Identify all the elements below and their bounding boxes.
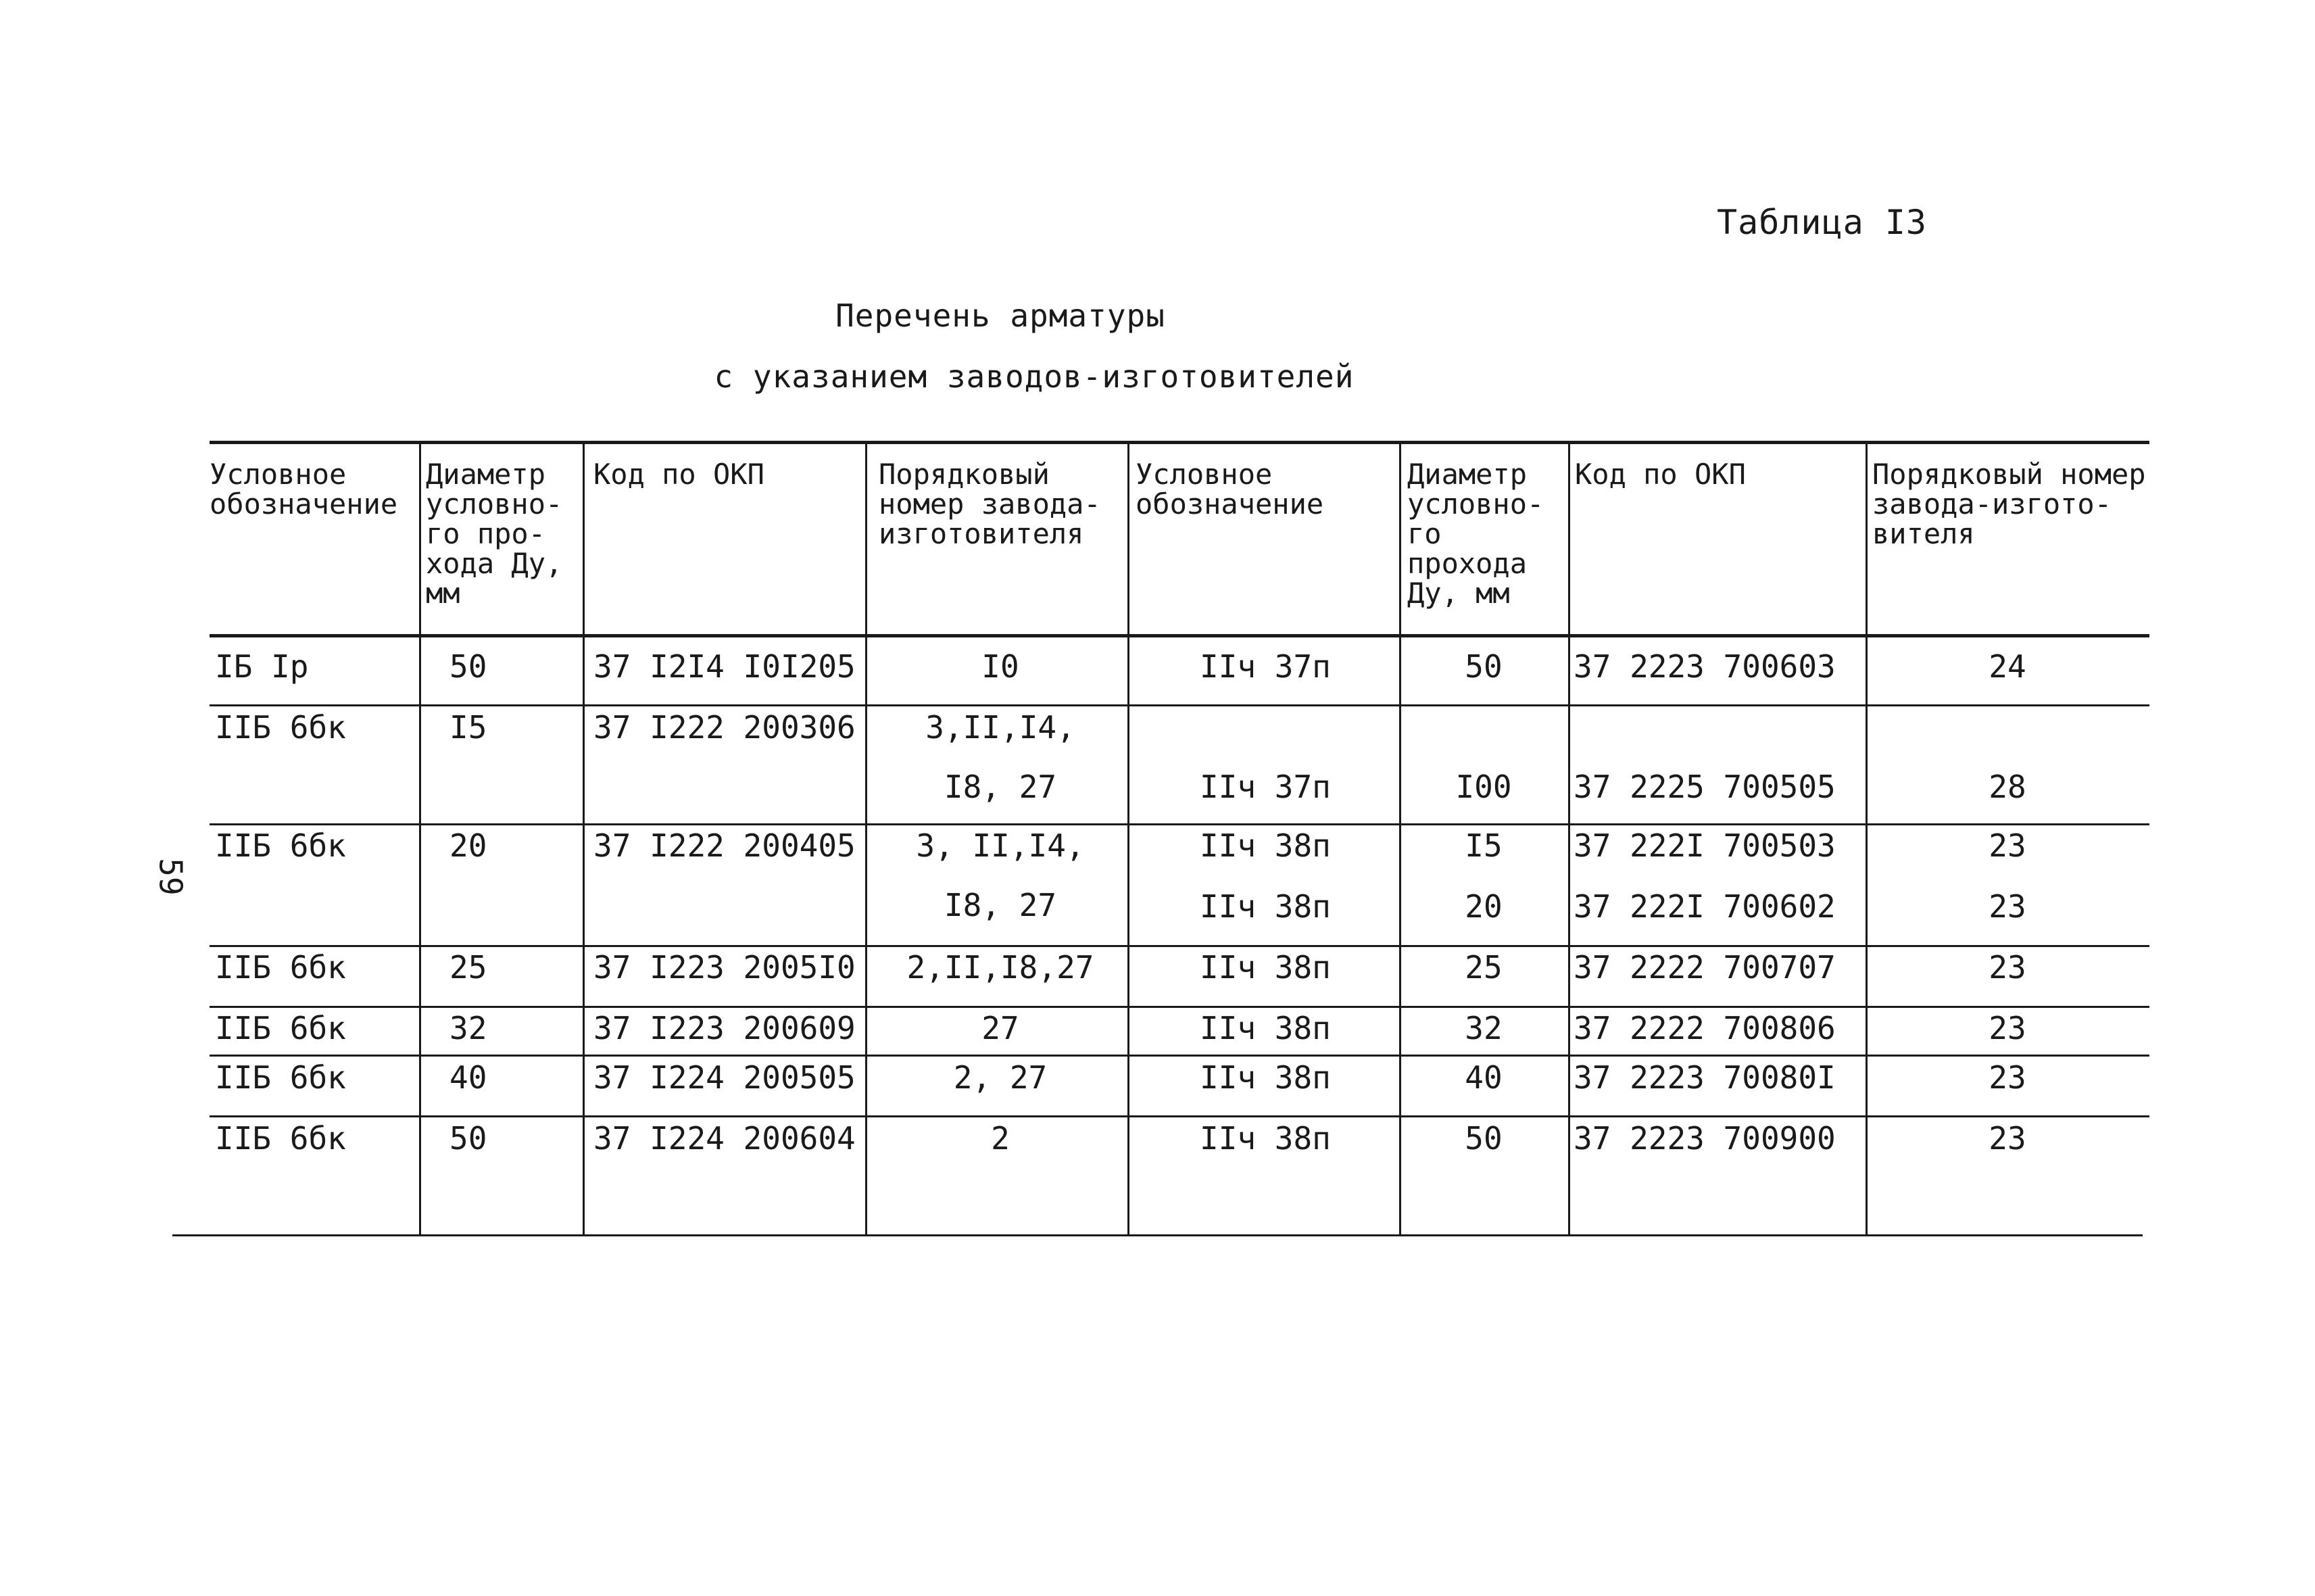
header-bottom-rule: [210, 634, 2149, 637]
table-bottom-rule: [172, 1234, 2143, 1236]
okp-code-cell: 37 2225 700505: [1574, 769, 1836, 805]
okp-code-cell: 37 I222 200405: [593, 827, 856, 864]
okp-code-cell: 37 222I 700503: [1574, 827, 1836, 864]
okp-code-cell: 37 2222 700707: [1574, 949, 1836, 986]
column-header: Условное обозначение: [210, 458, 398, 521]
diameter-cell: 40: [449, 1059, 487, 1096]
column-header: Порядковый номер завода-изгото-вителя: [1872, 458, 2146, 550]
row-rule: [210, 704, 2149, 706]
designation-cell: IIБ 6бк: [215, 949, 346, 986]
designation-cell: IIБ 6бк: [215, 709, 346, 746]
diameter-cell: 32: [449, 1010, 487, 1046]
factory-number-cell: 2, 27: [953, 1059, 1048, 1096]
diameter-cell: 25: [1465, 949, 1503, 986]
row-rule: [210, 1006, 2149, 1008]
designation-cell: IIч 38п: [1200, 1059, 1331, 1096]
diameter-cell: 50: [449, 648, 487, 685]
okp-code-cell: 37 I222 200306: [593, 709, 856, 746]
designation-cell: IIч 38п: [1200, 949, 1331, 986]
factory-number-cell: I8, 27: [944, 887, 1057, 923]
column-header: Диаметр условно-го прохода Ду, мм: [1407, 458, 1544, 610]
okp-code-cell: 37 2223 700900: [1574, 1120, 1836, 1157]
factory-number-cell: 23: [1989, 888, 2026, 925]
row-rule: [210, 1055, 2149, 1057]
designation-cell: IIБ 6бк: [215, 1010, 346, 1046]
designation-cell: IIч 38п: [1200, 888, 1331, 925]
okp-code-cell: 37 2223 70080I: [1574, 1059, 1836, 1096]
diameter-cell: I5: [1465, 827, 1503, 864]
factory-number-cell: 23: [1989, 1059, 2026, 1096]
factory-number-cell: I0: [981, 648, 1019, 685]
page-number: 59: [152, 858, 189, 896]
designation-cell: IIч 37п: [1200, 648, 1331, 685]
diameter-cell: I5: [449, 709, 487, 746]
factory-number-cell: 23: [1989, 1120, 2026, 1157]
factory-number-cell: 23: [1989, 1010, 2026, 1046]
okp-code-cell: 37 2223 700603: [1574, 648, 1836, 685]
column-header: Код по ОКП: [593, 458, 764, 491]
diameter-cell: 20: [449, 827, 487, 864]
table-top-rule: [210, 441, 2149, 444]
diameter-cell: 25: [449, 949, 487, 986]
designation-cell: IБ Iр: [215, 648, 309, 685]
row-rule: [210, 945, 2149, 947]
factory-number-cell: 23: [1989, 949, 2026, 986]
diameter-cell: 40: [1465, 1059, 1503, 1096]
column-header: Условное обозначение: [1136, 458, 1324, 521]
caption-subtitle: с указанием заводов-изготовителей: [714, 358, 1355, 395]
diameter-cell: 50: [1465, 648, 1503, 685]
designation-cell: IIч 38п: [1200, 1120, 1331, 1157]
column-header: Порядковый номер завода-изготовителя: [879, 458, 1101, 550]
okp-code-cell: 37 I224 200604: [593, 1120, 856, 1157]
factory-number-cell: 2: [991, 1120, 1010, 1157]
factory-number-cell: 3,II,I4,: [925, 709, 1075, 746]
diameter-cell: 32: [1465, 1010, 1503, 1046]
column-header: Диаметр условно-го про-хода Ду, мм: [426, 458, 563, 610]
okp-code-cell: 37 I2I4 I0I205: [593, 648, 856, 685]
factory-number-cell: I8, 27: [944, 769, 1057, 805]
okp-code-cell: 37 I224 200505: [593, 1059, 856, 1096]
okp-code-cell: 37 I223 200609: [593, 1010, 856, 1046]
factory-number-cell: 27: [981, 1010, 1019, 1046]
factory-number-cell: 3, II,I4,: [916, 827, 1085, 864]
caption-title: Перечень арматуры: [835, 297, 1165, 334]
factory-number-cell: 28: [1989, 769, 2026, 805]
okp-code-cell: 37 222I 700602: [1574, 888, 1836, 925]
designation-cell: IIч 38п: [1200, 1010, 1331, 1046]
diameter-cell: 50: [449, 1120, 487, 1157]
designation-cell: IIч 38п: [1200, 827, 1331, 864]
designation-cell: IIБ 6бк: [215, 827, 346, 864]
designation-cell: IIБ 6бк: [215, 1120, 346, 1157]
diameter-cell: I00: [1455, 769, 1512, 805]
factory-number-cell: 2,II,I8,27: [906, 949, 1094, 986]
okp-code-cell: 37 I223 2005I0: [593, 949, 856, 986]
diameter-cell: 50: [1465, 1120, 1503, 1157]
factory-number-cell: 24: [1989, 648, 2026, 685]
row-rule: [210, 1115, 2149, 1117]
table-number: Таблица I3: [1717, 203, 1928, 242]
diameter-cell: 20: [1465, 888, 1503, 925]
designation-cell: IIБ 6бк: [215, 1059, 346, 1096]
column-header: Код по ОКП: [1575, 458, 1746, 491]
okp-code-cell: 37 2222 700806: [1574, 1010, 1836, 1046]
designation-cell: IIч 37п: [1200, 769, 1331, 805]
row-rule: [210, 823, 2149, 825]
factory-number-cell: 23: [1989, 827, 2026, 864]
